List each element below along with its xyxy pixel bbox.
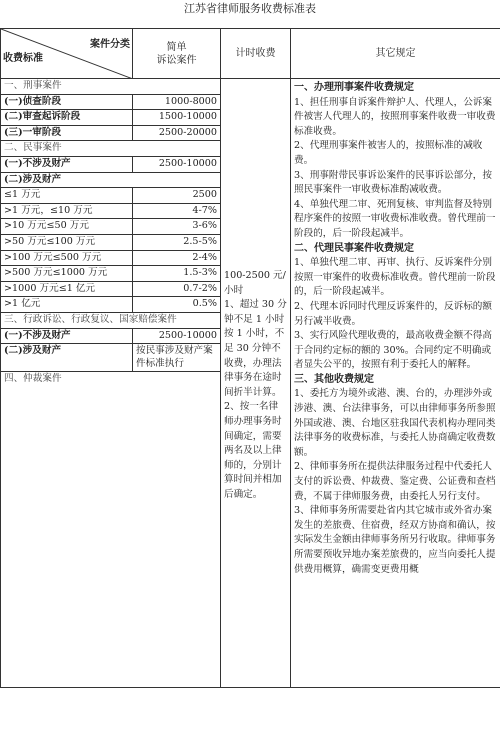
rule-paragraph: 4、单独代理二审、死刑复核、审判监督及特别程序案件的按照一审收费标准收费。曾代理前一阶段的，后一阶段起减半。	[294, 198, 496, 239]
row-amount: 1000-8000	[133, 94, 221, 110]
row-label: ≤1 万元	[1, 188, 133, 204]
section-civil: 二、民事案件	[1, 141, 221, 157]
row-amount: 2500-10000	[133, 328, 221, 344]
row-amount: 1500-10000	[133, 110, 221, 126]
row-amount: 1.5-3%	[133, 266, 221, 282]
row-amount: 4-7%	[133, 203, 221, 219]
header-simple-cases: 简单 诉讼案件	[133, 29, 221, 79]
section-criminal: 一、刑事案件	[1, 79, 221, 95]
row-label: (二)涉及财产	[1, 172, 221, 188]
rule-paragraph: 3、律师事务所需要赴省内其它城市或外省办案发生的差旅费、住宿费，经双方协商和确认，按实际发生金额由律师事务所另行收取。律师事务所需要预收异地办案差旅费的，应当向委托人提供费用概算，确需变更费用概	[294, 505, 496, 575]
row-label: (一)不涉及财产	[1, 328, 133, 344]
row-label: >10 万元≤50 万元	[1, 219, 133, 235]
rule-paragraph: 3、刑事附带民事诉讼案件的民事诉讼部分，按照民事案件一审收费标准酌减收费。	[294, 169, 492, 196]
section-administrative: 三、行政诉讼、行政复议、国家赔偿案件	[1, 312, 221, 328]
row-label: >1000 万元≤1 亿元	[1, 281, 133, 297]
row-label: (二)涉及财产	[1, 344, 133, 372]
rule-heading-criminal: 一、办理刑事案件收费规定	[294, 82, 414, 93]
header-hourly: 计时收费	[221, 29, 291, 79]
header-split-cell	[1, 29, 133, 79]
row-label: (一)不涉及财产	[1, 156, 133, 172]
hourly-fee-text: 100-2500 元/小时 1、超过 30 分钟不足 1 小时按 1 小时，不足 30 分钟不收费，办理法律事务在途时间折半计算。 2、按一名律师办理事务时间确定，需要两名及以上律师的，分别计算时间并相加后确定。	[221, 79, 291, 688]
rule-paragraph: 2、代理本诉同时代理反诉案件的，反诉标的额另行减半收费。	[294, 300, 492, 327]
header-case-type: 案件分类	[90, 39, 130, 50]
row-label: (一)侦查阶段	[1, 94, 133, 110]
row-label: >500 万元≤1000 万元	[1, 266, 133, 282]
row-label: >100 万元≤500 万元	[1, 250, 133, 266]
rule-paragraph: 1、担任刑事自诉案件辩护人、代理人，公诉案件被害人代理人的，按照刑事案件收费一审收费标准收费。	[294, 96, 496, 137]
row-label: (三)一审阶段	[1, 125, 133, 141]
rule-heading-civil: 二、代理民事案件收费规定	[294, 242, 414, 254]
row-label: >50 万元≤100 万元	[1, 234, 133, 250]
row-label: (二)审查起诉阶段	[1, 110, 133, 126]
header-fee-standard: 收费标准	[3, 53, 43, 65]
page-title: 江苏省律师服务收费标准表	[184, 2, 316, 15]
row-amount: 2500-20000	[133, 125, 221, 141]
row-label: >1 万元，≤10 万元	[1, 203, 133, 219]
row-amount: 0.7-2%	[133, 281, 221, 297]
rule-paragraph: 1、单独代理二审、再审、执行、反诉案件分别按照一审案件的收费标准收费。曾代理前一阶段的，后一阶段起减半。	[294, 257, 496, 298]
row-amount: 按民事涉及财产案件标准执行	[133, 344, 221, 372]
fee-standard-table	[0, 28, 500, 688]
row-amount: 2.5-5%	[133, 234, 221, 250]
rule-paragraph: 2、代理刑事案件被害人的，按照标准的减收费。	[294, 140, 483, 166]
row-amount: 2500-10000	[133, 156, 221, 172]
other-rules-cell	[291, 79, 500, 688]
row-amount: 0.5%	[133, 297, 221, 313]
header-other-rules: 其它规定	[291, 29, 500, 79]
rule-heading-other: 三、其他收费规定	[294, 373, 374, 385]
row-amount: 2-4%	[133, 250, 221, 266]
row-amount: 2500	[133, 188, 221, 204]
table-header-row	[1, 29, 500, 79]
rule-paragraph: 1、委托方为境外或港、澳、台的，办理涉外或涉港、澳、台法律事务，可以由律师事务所参照外国或港、澳、台地区驻我国代表机构办理同类法律事务的收费标准，与委托人协商确定收费数额。	[294, 388, 496, 458]
table-row	[1, 79, 500, 95]
row-label: >1 亿元	[1, 297, 133, 313]
rule-paragraph: 2、律师事务所在提供法律服务过程中代委托人支付的诉讼费、仲裁费、鉴定费、公证费和查档费，不属于律师服务费，由委托人另行支付。	[294, 461, 496, 502]
row-amount: 3-6%	[133, 219, 221, 235]
section-arbitration: 四、仲裁案件	[1, 372, 221, 688]
rule-paragraph: 3、实行风险代理收费的，最高收费金额不得高于合同约定标的额的 30%。合同约定不明确或者显失公平的，按照有利于委托人的解释。	[294, 330, 492, 371]
